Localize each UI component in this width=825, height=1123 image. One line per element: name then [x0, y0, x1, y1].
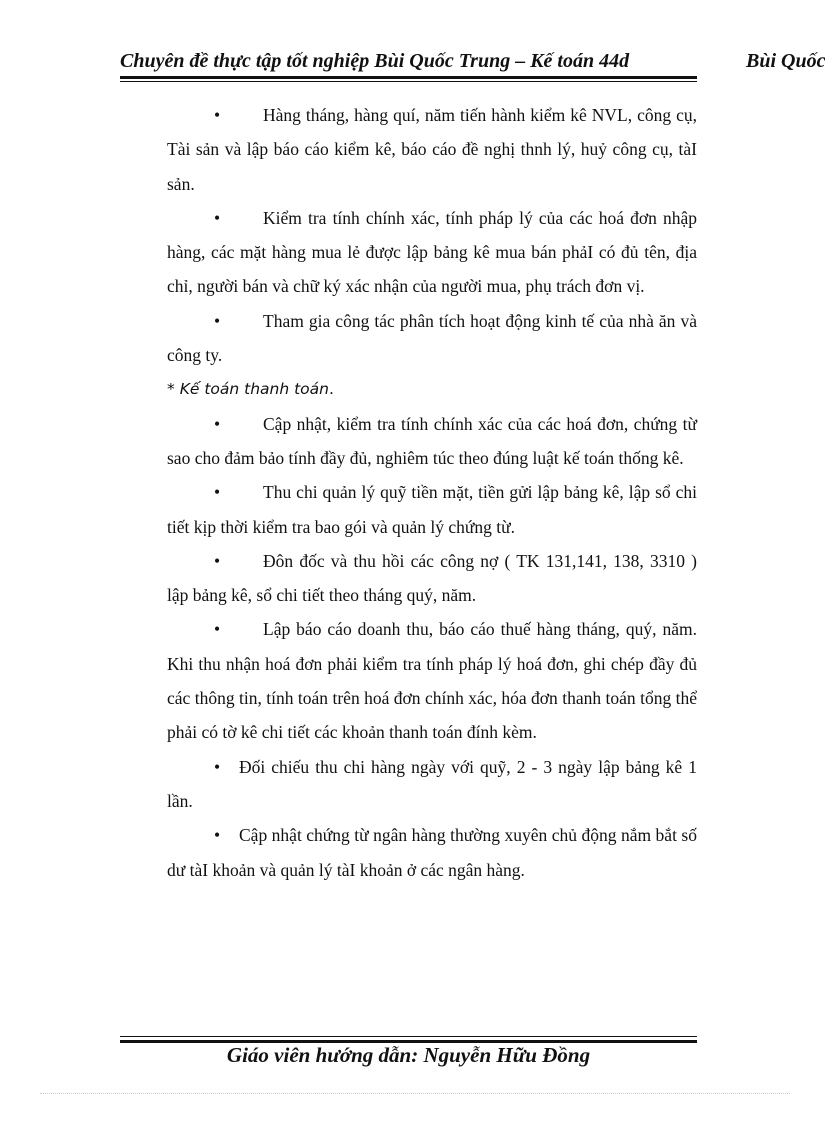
page-bottom-divider: [40, 1093, 790, 1094]
paragraph-text: Thu chi quản lý quỹ tiền mặt, tiền gửi lập bảng kê, lập sổ chi tiết kịp thời kiểm tra bao gói và quản lý chứng từ.: [167, 482, 697, 537]
paragraph-text: Hàng tháng, hàng quí, năm tiến hành kiểm kê NVL, công cụ, Tài sản và lập báo cáo kiểm kê, báo cáo đề nghị thnh lý, huỷ công cụ, tàI sản.: [167, 105, 697, 194]
bullet-icon: •: [214, 756, 221, 777]
footer-rule-thin: [120, 1036, 697, 1037]
bullet-icon: •: [214, 413, 221, 434]
bullet-icon: •: [214, 105, 221, 125]
bullet-paragraph: [167, 750, 697, 819]
header-right-overflow: Bùi Quốc: [746, 50, 825, 72]
footer-supervisor: Giáo viên hướng dẫn: Nguyễn Hữu Đồng: [226, 1043, 591, 1067]
bullet-paragraph: [167, 475, 697, 544]
header-title: Chuyên đề thực tập tốt nghiệp Bùi Quốc Trung – Kế toán 44d: [120, 50, 630, 72]
bullet-icon: •: [214, 207, 221, 228]
bullet-paragraph: [167, 201, 697, 304]
bullet-paragraph: [167, 612, 697, 749]
bullet-icon: •: [214, 482, 221, 503]
paragraph-text: Kiểm tra tính chính xác, tính pháp lý của các hoá đơn nhập hàng, các mặt hàng mua lẻ được lập bảng kê mua bán phảI có đủ tên, địa chỉ, người bán và chữ ký xác nhận của người mua, phụ trách đơn vị.: [167, 207, 697, 297]
section-star: *: [167, 380, 175, 399]
bullet-paragraph: [167, 818, 697, 887]
header-rule-thick: [120, 76, 697, 79]
paragraph-text: Đối chiếu thu chi hàng ngày với quỹ, 2 - 3 ngày lập bảng kê 1 lần.: [167, 756, 697, 811]
bullet-icon: •: [214, 825, 221, 846]
paragraph-text: Cập nhật, kiểm tra tính chính xác của các hoá đơn, chứng từ sao cho đảm bảo tính đầy đủ, nghiêm túc theo đúng luật kế toán thống kê.: [167, 413, 697, 468]
header-rule-thin: [120, 81, 697, 82]
document-body: [167, 98, 697, 887]
section-heading: [167, 372, 697, 406]
paragraph-text: Lập báo cáo doanh thu, báo cáo thuế hàng tháng, quý, năm. Khi thu nhận hoá đơn phải kiểm tra tính pháp lý hoá đơn, ghi chép đầy đủ các thông tin, tính toán trên hoá đơn chính xác, hóa đơn thanh toán tổng thể phải có tờ kê chi tiết các khoản thanh toán đính kèm.: [167, 619, 697, 743]
bullet-paragraph: [167, 544, 697, 613]
bullet-paragraph: [167, 407, 697, 476]
paragraph-text: Đôn đốc và thu hồi các công nợ ( TK 131,141, 138, 3310 ) lập bảng kê, sổ chi tiết theo tháng quý, năm.: [167, 550, 697, 606]
section-period: .: [328, 380, 334, 399]
bullet-icon: •: [214, 550, 221, 571]
bullet-icon: •: [214, 310, 221, 331]
section-heading-text: Kế toán thanh toán: [179, 380, 329, 399]
paragraph-text: Cập nhật chứng từ ngân hàng thường xuyên chủ động nắm bắt số dư tàI khoản và quản lý tàI khoản ở các ngân hàng.: [167, 825, 697, 880]
paragraph-text: Tham gia công tác phân tích hoạt động kinh tế của nhà ăn và công ty.: [167, 310, 697, 366]
bullet-paragraph: [167, 98, 697, 201]
bullet-paragraph: [167, 304, 697, 373]
bullet-icon: •: [214, 619, 221, 640]
